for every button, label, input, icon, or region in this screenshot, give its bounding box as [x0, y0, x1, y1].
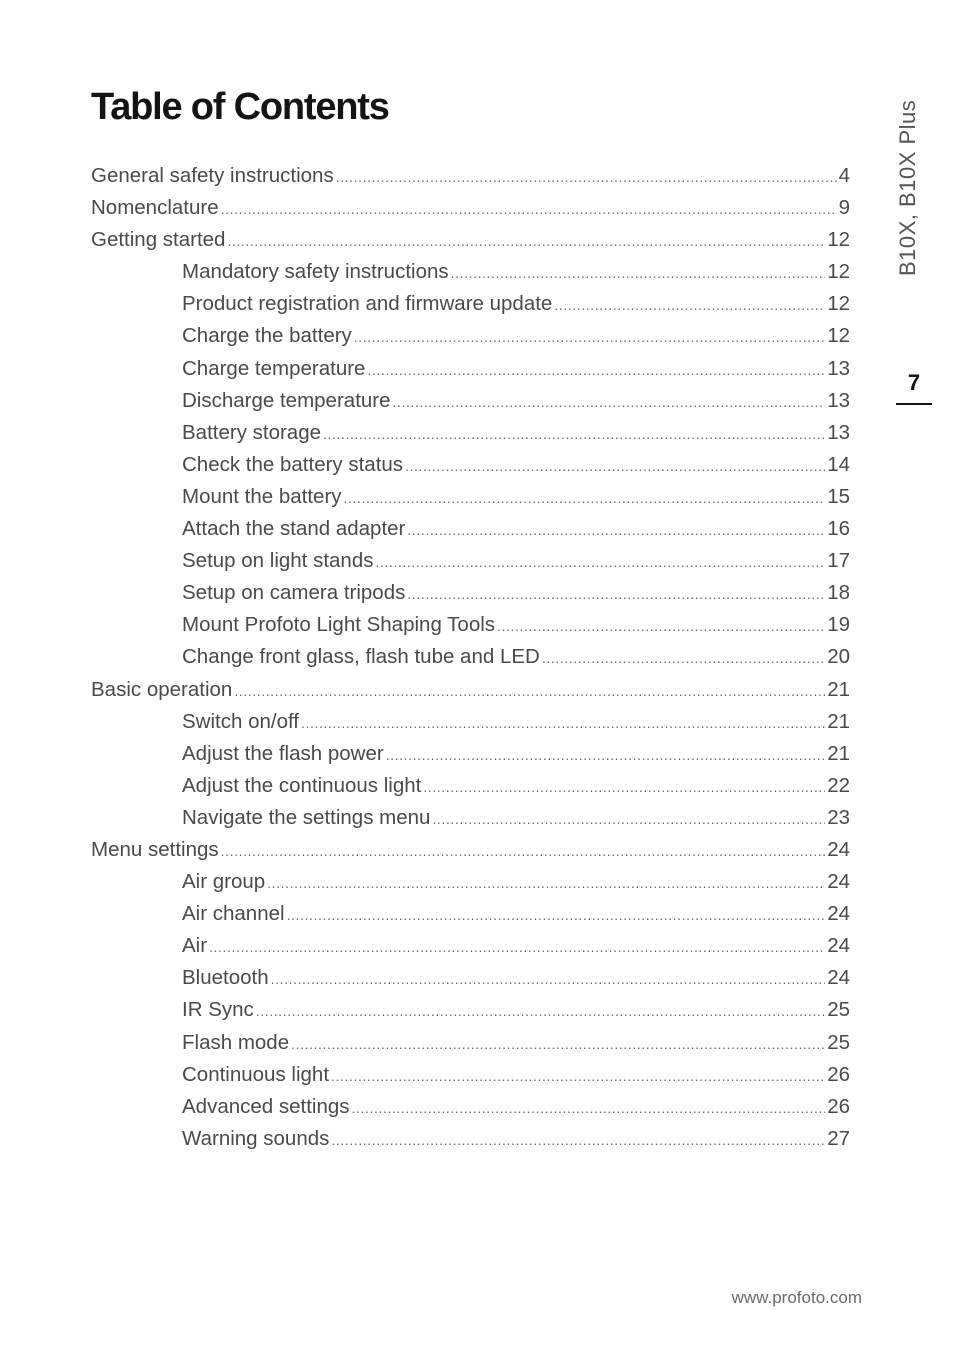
toc-entry-page: 23: [827, 805, 850, 829]
toc-entry-label: Discharge temperature: [182, 388, 391, 412]
toc-entry-page: 24: [827, 966, 850, 990]
toc-entry-page: 21: [827, 741, 850, 765]
toc-subsection-entry[interactable]: [91, 353, 850, 385]
toc-subsection-entry[interactable]: [91, 288, 850, 320]
toc-entry-label: Warning sounds: [182, 1126, 330, 1150]
toc-dot-leader: [367, 354, 825, 386]
toc-dot-leader: [221, 193, 837, 225]
product-name-label: B10X, B10X Plus: [895, 99, 920, 276]
toc-dot-leader: [497, 610, 825, 642]
toc-entry-label: Mount the battery: [182, 484, 342, 508]
toc-entry-label: Basic operation: [91, 677, 233, 701]
toc-entry-page: 26: [827, 1094, 850, 1118]
toc-entry-page: 14: [827, 452, 850, 476]
toc-dot-leader: [542, 642, 825, 674]
toc-entry-page: 12: [827, 228, 850, 252]
toc-entry-label: Product registration and firmware update: [182, 292, 553, 316]
toc-entry-page: 9: [838, 196, 850, 220]
toc-entry-page: 27: [827, 1126, 850, 1150]
table-of-contents: [91, 160, 850, 1155]
toc-entry-label: Continuous light: [182, 1062, 330, 1086]
toc-subsection-entry[interactable]: [91, 545, 850, 577]
toc-dot-leader: [344, 482, 826, 514]
toc-subsection-entry[interactable]: [91, 738, 850, 770]
toc-subsection-entry[interactable]: [91, 994, 850, 1026]
toc-entry-page: 18: [827, 581, 850, 605]
toc-section-entry[interactable]: [91, 224, 850, 256]
toc-entry-page: 20: [827, 645, 850, 669]
toc-dot-leader: [386, 739, 825, 771]
toc-entry-page: 19: [827, 613, 850, 637]
toc-entry-label: Mount Profoto Light Shaping Tools: [182, 613, 496, 637]
toc-dot-leader: [375, 546, 825, 578]
toc-subsection-entry[interactable]: [91, 513, 850, 545]
toc-dot-leader: [267, 867, 825, 899]
toc-entry-label: Setup on light stands: [182, 549, 374, 573]
toc-subsection-entry[interactable]: [91, 449, 850, 481]
footer-url: www.profoto.com: [731, 1288, 862, 1307]
toc-dot-leader: [271, 963, 826, 995]
toc-dot-leader: [331, 1060, 825, 1092]
toc-entry-page: 24: [827, 870, 850, 894]
toc-dot-leader: [393, 386, 826, 418]
toc-entry-label: Switch on/off: [182, 709, 299, 733]
toc-subsection-entry[interactable]: [91, 1091, 850, 1123]
toc-subsection-entry[interactable]: [91, 320, 850, 352]
toc-entry-page: 22: [827, 773, 850, 797]
toc-entry-page: 21: [827, 709, 850, 733]
toc-dot-leader: [331, 1124, 825, 1156]
page-number-rule: [896, 403, 932, 405]
toc-dot-leader: [256, 995, 825, 1027]
toc-dot-leader: [336, 161, 837, 193]
toc-subsection-entry[interactable]: [91, 256, 850, 288]
toc-subsection-entry[interactable]: [91, 641, 850, 673]
toc-section-entry[interactable]: [91, 192, 850, 224]
toc-entry-page: 13: [827, 356, 850, 380]
toc-dot-leader: [407, 514, 825, 546]
toc-entry-label: Check the battery status: [182, 452, 404, 476]
toc-entry-label: Bluetooth: [182, 966, 269, 990]
toc-entry-page: 24: [827, 837, 850, 861]
toc-entry-label: Getting started: [91, 228, 226, 252]
toc-entry-page: 24: [827, 902, 850, 926]
toc-subsection-entry[interactable]: [91, 385, 850, 417]
toc-dot-leader: [301, 707, 825, 739]
toc-entry-page: 26: [827, 1062, 850, 1086]
toc-entry-label: Advanced settings: [182, 1094, 350, 1118]
toc-dot-leader: [432, 803, 825, 835]
toc-entry-page: 4: [838, 164, 850, 187]
toc-entry-page: 25: [827, 998, 850, 1022]
toc-entry-page: 12: [827, 324, 850, 348]
toc-subsection-entry[interactable]: [91, 706, 850, 738]
toc-dot-leader: [291, 1028, 825, 1060]
toc-section-entry[interactable]: [91, 160, 850, 192]
toc-subsection-entry[interactable]: [91, 962, 850, 994]
toc-entry-page: 25: [827, 1030, 850, 1054]
toc-dot-leader: [234, 675, 825, 707]
toc-dot-leader: [352, 1092, 826, 1124]
toc-dot-leader: [227, 225, 825, 257]
toc-entry-page: 12: [827, 292, 850, 316]
toc-entry-label: General safety instructions: [91, 164, 334, 187]
page-number: 7: [907, 370, 921, 395]
toc-section-entry[interactable]: [91, 834, 850, 866]
toc-subsection-entry[interactable]: [91, 1059, 850, 1091]
toc-entry-page: 17: [827, 549, 850, 573]
toc-entry-label: Flash mode: [182, 1030, 290, 1054]
toc-dot-leader: [405, 450, 825, 482]
toc-dot-leader: [451, 257, 826, 289]
toc-entry-label: Mandatory safety instructions: [182, 260, 449, 284]
toc-entry-page: 15: [827, 484, 850, 508]
toc-entry-label: Navigate the settings menu: [182, 805, 431, 829]
toc-entry-page: 13: [827, 420, 850, 444]
toc-dot-leader: [407, 578, 825, 610]
toc-section-entry[interactable]: [91, 674, 850, 706]
toc-entry-page: 16: [827, 517, 850, 541]
toc-subsection-entry[interactable]: [91, 577, 850, 609]
toc-subsection-entry[interactable]: [91, 609, 850, 641]
toc-subsection-entry[interactable]: [91, 898, 850, 930]
toc-dot-leader: [423, 771, 825, 803]
toc-entry-label: Air: [182, 934, 208, 958]
toc-entry-page: 13: [827, 388, 850, 412]
toc-entry-page: 21: [827, 677, 850, 701]
toc-subsection-entry[interactable]: [91, 1123, 850, 1155]
toc-subsection-entry[interactable]: [91, 417, 850, 449]
toc-entry-label: Adjust the flash power: [182, 741, 384, 765]
toc-dot-leader: [287, 899, 826, 931]
toc-subsection-entry[interactable]: [91, 866, 850, 898]
toc-entry-label: Menu settings: [91, 837, 219, 861]
toc-subsection-entry[interactable]: [91, 802, 850, 834]
toc-entry-label: Battery storage: [182, 420, 322, 444]
toc-dot-leader: [221, 835, 826, 867]
toc-dot-leader: [323, 418, 825, 450]
toc-entry-label: Charge temperature: [182, 356, 366, 380]
toc-entry-label: Change front glass, flash tube and LED: [182, 645, 540, 669]
toc-subsection-entry[interactable]: [91, 930, 850, 962]
toc-entry-label: Air group: [182, 870, 266, 894]
toc-entry-label: Adjust the continuous light: [182, 773, 422, 797]
toc-subsection-entry[interactable]: [91, 770, 850, 802]
toc-entry-label: Charge the battery: [182, 324, 352, 348]
toc-dot-leader: [209, 931, 825, 963]
toc-entry-label: Air channel: [182, 902, 285, 926]
toc-subsection-entry[interactable]: [91, 1027, 850, 1059]
toc-entry-page: 12: [827, 260, 850, 284]
toc-entry-label: Attach the stand adapter: [182, 517, 406, 541]
toc-dot-leader: [554, 289, 825, 321]
toc-entry-page: 24: [827, 934, 850, 958]
toc-dot-leader: [354, 321, 825, 353]
toc-entry-label: IR Sync: [182, 998, 254, 1022]
toc-entry-label: Setup on camera tripods: [182, 581, 406, 605]
toc-subsection-entry[interactable]: [91, 481, 850, 513]
page-title: Table of Contents: [91, 86, 389, 128]
toc-entry-label: Nomenclature: [91, 196, 219, 220]
